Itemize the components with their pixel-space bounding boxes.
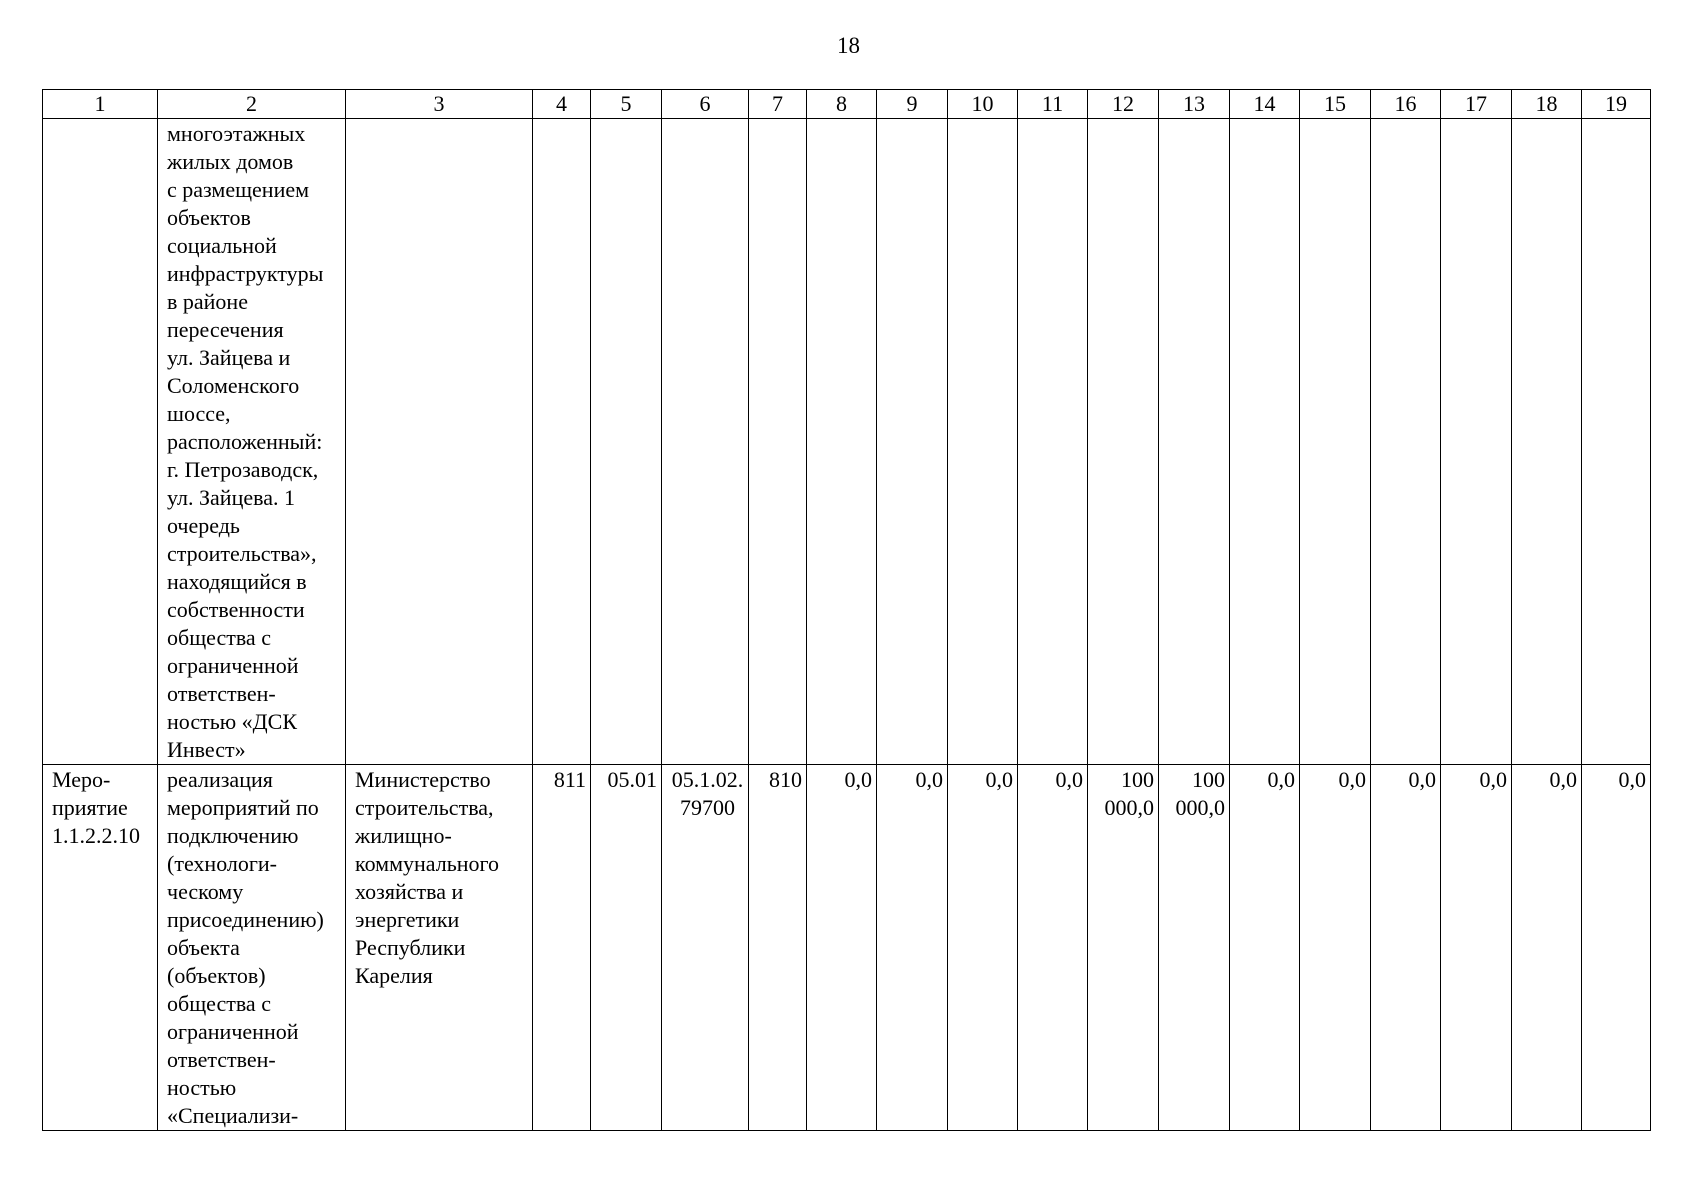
- column-header: 2: [158, 90, 346, 119]
- column-header: 14: [1230, 90, 1300, 119]
- cell-value: [1512, 119, 1582, 765]
- cell-value: [807, 119, 877, 765]
- cell-value: 0,0: [1582, 765, 1651, 1131]
- table-row: [43, 119, 1651, 765]
- cell-executor: [346, 119, 533, 765]
- cell-value: 05.1.02. 79700: [662, 765, 749, 1131]
- cell-value: 100 000,0: [1088, 765, 1159, 1131]
- cell-value: [948, 119, 1018, 765]
- cell-value: 0,0: [807, 765, 877, 1131]
- column-header: 18: [1512, 90, 1582, 119]
- table-header-row: [43, 90, 1651, 119]
- column-header: 8: [807, 90, 877, 119]
- column-header: 3: [346, 90, 533, 119]
- cell-event-code: Меро- приятие 1.1.2.2.10: [43, 765, 158, 1131]
- cell-value: 0,0: [1230, 765, 1300, 1131]
- column-header: 1: [43, 90, 158, 119]
- cell-value: 811: [533, 765, 591, 1131]
- cell-value: 05.01: [591, 765, 662, 1131]
- cell-value: 0,0: [948, 765, 1018, 1131]
- cell-value: [1441, 119, 1512, 765]
- cell-value: 0,0: [1441, 765, 1512, 1131]
- column-header: 7: [749, 90, 807, 119]
- cell-description: многоэтажных жилых домов с размещением объектов социальной инфраструктуры в районе пересечения ул. Зайцева и Соломенского шоссе, расположенный: г. Петрозаводск, ул. Зайцева. 1 очередь строительства», находящийся в собственности общества с ограниченной ответствен- ностью «ДСК Инвест»: [158, 119, 346, 765]
- column-header: 15: [1300, 90, 1371, 119]
- cell-value: [662, 119, 749, 765]
- column-header: 9: [877, 90, 948, 119]
- budget-table: [42, 89, 1651, 1131]
- cell-value: 0,0: [877, 765, 948, 1131]
- cell-executor: Министерство строительства, жилищно- коммунального хозяйства и энергетики Республики Карелия: [346, 765, 533, 1131]
- cell-value: [1088, 119, 1159, 765]
- cell-value: 810: [749, 765, 807, 1131]
- cell-value: [1582, 119, 1651, 765]
- table-row: [43, 765, 1651, 1131]
- column-header: 5: [591, 90, 662, 119]
- cell-value: [1230, 119, 1300, 765]
- cell-value: [1018, 119, 1088, 765]
- cell-value: [591, 119, 662, 765]
- column-header: 17: [1441, 90, 1512, 119]
- cell-event-code: [43, 119, 158, 765]
- column-header: 11: [1018, 90, 1088, 119]
- column-header: 12: [1088, 90, 1159, 119]
- cell-value: [877, 119, 948, 765]
- cell-value: 0,0: [1512, 765, 1582, 1131]
- cell-description: реализация мероприятий по подключению (технологи- ческому присоединению) объекта (объектов) общества с ограниченной ответствен- ностью «Специализи-: [158, 765, 346, 1131]
- cell-value: [749, 119, 807, 765]
- column-header: 4: [533, 90, 591, 119]
- cell-value: 0,0: [1300, 765, 1371, 1131]
- column-header: 19: [1582, 90, 1651, 119]
- cell-value: [1300, 119, 1371, 765]
- column-header: 6: [662, 90, 749, 119]
- cell-value: 0,0: [1371, 765, 1441, 1131]
- cell-value: [1159, 119, 1230, 765]
- cell-value: 0,0: [1018, 765, 1088, 1131]
- cell-value: 100 000,0: [1159, 765, 1230, 1131]
- column-header: 16: [1371, 90, 1441, 119]
- page-number: 18: [837, 33, 860, 58]
- cell-value: [533, 119, 591, 765]
- cell-value: [1371, 119, 1441, 765]
- column-header: 13: [1159, 90, 1230, 119]
- column-header: 10: [948, 90, 1018, 119]
